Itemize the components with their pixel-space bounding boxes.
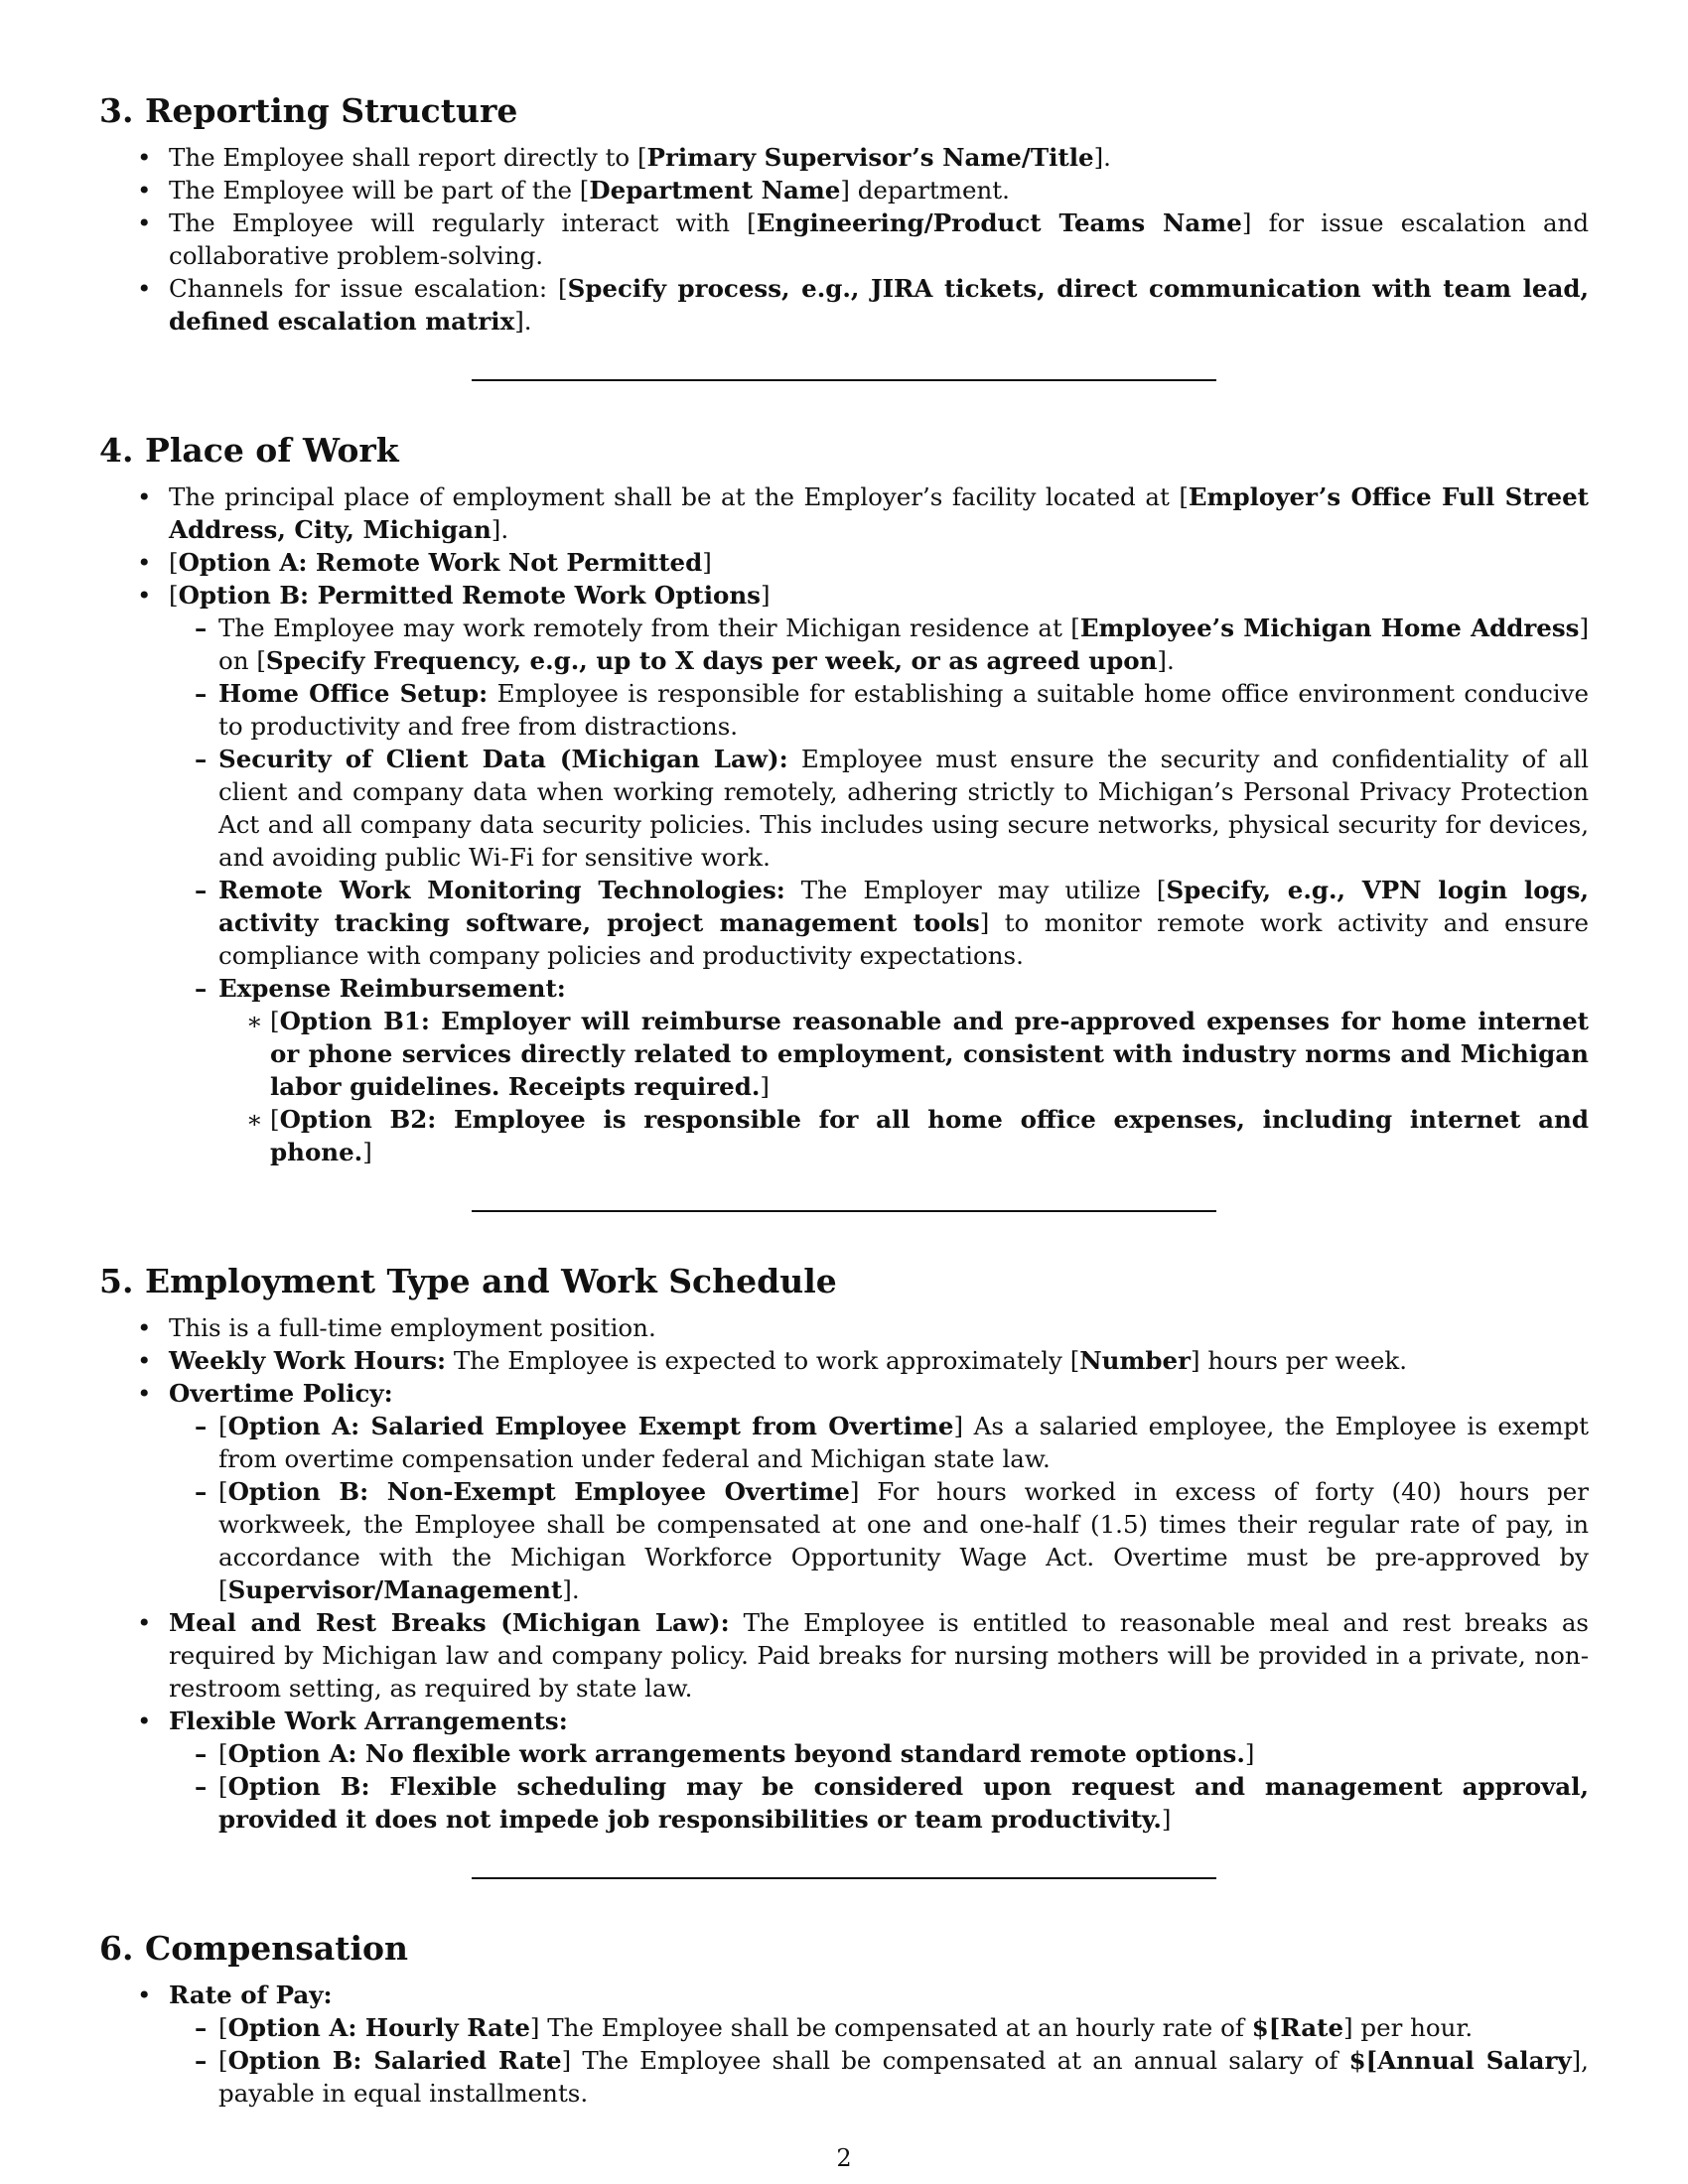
text-run: 4.: [99, 431, 134, 470]
section-5: [99, 1260, 1589, 1836]
text-run: ] to monitor remote work activity and ensure compliance with company policies and productivity expectations.: [218, 908, 1589, 970]
list-item: [99, 174, 1589, 206]
horizontal-divider: [472, 1210, 1216, 1212]
bold-text: Expense Reimbursement:: [218, 974, 566, 1003]
list-item: [99, 1606, 1589, 1705]
text-run: Employment Type and Work Schedule: [145, 1262, 837, 1300]
bold-text: Supervisor/Management: [227, 1575, 563, 1604]
bold-text: Option B: Non-Exempt Employee Overtime: [227, 1477, 850, 1506]
text-run: ] on [: [218, 614, 1589, 675]
sub-sub-list-item: [218, 1005, 1589, 1103]
text-run: ] The Employee shall be compensated at an annual salary of: [561, 2046, 1349, 2075]
text-run: ].: [1157, 646, 1175, 675]
text-run: ] As a salaried employee, the Employee is exempt from overtime compensation under federal and Michigan state law.: [218, 1412, 1589, 1473]
sub-list-item: [159, 972, 1589, 1168]
bold-text: Number: [1079, 1346, 1192, 1375]
text-run: [: [270, 1007, 280, 1035]
bold-text: Option B: Permitted Remote Work Options: [178, 581, 761, 610]
text-run: ] department.: [840, 176, 1010, 205]
list-item: [99, 546, 1589, 579]
bold-text: Option A: No flexible work arrangements beyond standard remote options.: [227, 1739, 1245, 1768]
section-4: [99, 429, 1589, 1168]
list-item: [99, 1979, 1589, 2110]
text-run: The Employee may work remotely from their Michigan residence at [: [218, 614, 1080, 642]
text-run: The Employer may utilize [: [784, 876, 1167, 904]
text-run: ]: [760, 581, 771, 610]
list-item: [99, 1377, 1589, 1606]
bold-text: Option B: Flexible scheduling may be considered upon request and management approval, provided it does not impede job responsibilities or team productivity.: [218, 1772, 1589, 1834]
list-item: [99, 1705, 1589, 1836]
bold-text: Option B: Salaried Rate: [227, 2046, 562, 2075]
bold-text: Specify process, e.g., JIRA tickets, direct communication with team lead, defined escalation matrix: [169, 274, 1589, 336]
text-run: ] For hours worked in excess of forty (40) hours per workweek, the Employee shall be compensated at one and one-half (1.5) times their regular rate of pay, in accordance with the Michigan Workforce Opportunity Wage Act. Overtime must be pre-approved by [: [218, 1477, 1589, 1604]
text-run: ].: [491, 515, 509, 544]
section-3: [99, 89, 1589, 338]
text-run: [: [218, 1412, 228, 1440]
bold-text: Home Office Setup:: [218, 679, 489, 708]
text-run: [: [218, 1739, 228, 1768]
text-run: ].: [562, 1575, 580, 1604]
sub-list-item: [159, 874, 1589, 972]
text-run: [: [169, 581, 179, 610]
text-run: Employee is responsible for establishing a suitable home office environment conducive to productivity and free from distractions.: [218, 679, 1589, 741]
text-run: 3.: [99, 91, 134, 130]
section-heading: [99, 1260, 1589, 1303]
text-run: Compensation: [145, 1929, 408, 1968]
bold-text: Option A: Salaried Employee Exempt from Overtime: [227, 1412, 954, 1440]
list-item: [99, 141, 1589, 174]
text-run: ]: [1244, 1739, 1255, 1768]
text-run: Channels for issue escalation: [: [169, 274, 568, 303]
text-run: 5.: [99, 1262, 134, 1300]
bold-text: Employee’s Michigan Home Address: [1079, 614, 1580, 642]
text-run: ].: [514, 307, 532, 336]
section-heading: [99, 89, 1589, 133]
text-run: ]: [702, 548, 712, 577]
bold-text: Security of Client Data (Michigan Law):: [218, 745, 788, 773]
sub-list: [159, 1410, 1589, 1606]
sub-list-item: [159, 1475, 1589, 1606]
bold-text: Specify Frequency, e.g., up to X days per week, or as agreed upon: [265, 646, 1158, 675]
bold-text: Remote Work Monitoring Technologies:: [218, 876, 785, 904]
text-run: [: [218, 1772, 228, 1801]
text-run: [: [218, 1477, 228, 1506]
list-item: • This is a full-time employment position.: [99, 1311, 1589, 1344]
section-6: [99, 1927, 1589, 2110]
sub-list-item: [159, 1770, 1589, 1836]
bold-text: Department Name: [589, 176, 841, 205]
sub-list-item: [159, 1410, 1589, 1475]
bold-text: Flexible Work Arrangements:: [169, 1706, 568, 1735]
bold-text: Overtime Policy:: [169, 1379, 393, 1408]
horizontal-divider: [472, 379, 1216, 381]
text-run: [: [218, 2013, 228, 2042]
bold-text: Engineering/Product Teams Name: [756, 208, 1242, 237]
bullet-list: [99, 1311, 1589, 1836]
sub-list: [159, 1737, 1589, 1836]
bold-text: Rate of Pay:: [169, 1980, 333, 2009]
text-run: 6.: [99, 1929, 134, 1968]
text-run: Place of Work: [145, 431, 399, 470]
text-run: [: [169, 548, 179, 577]
bullet-list: [99, 1979, 1589, 2110]
sub-sub-list: [218, 1005, 1589, 1168]
sub-list-item: [159, 1737, 1589, 1770]
sub-list-item: [159, 743, 1589, 874]
bullet-list: [99, 141, 1589, 338]
bold-text: $[Annual Salary: [1348, 2046, 1572, 2075]
text-run: Reporting Structure: [145, 91, 518, 130]
text-run: The Employee is expected to work approximately [: [446, 1346, 1080, 1375]
list-item: [99, 206, 1589, 272]
bold-text: Employer’s Office Full Street Address, City, Michigan: [169, 482, 1589, 544]
sub-list-item: [159, 612, 1589, 677]
sub-sub-list-item: [218, 1103, 1589, 1168]
bold-text: Primary Supervisor’s Name/Title: [646, 143, 1094, 172]
bullet-list: [99, 480, 1589, 1168]
text-run: The Employee is entitled to reasonable meal and rest breaks as required by Michigan law and company policy. Paid breaks for nursing mothers will be provided in a private, non-restroom setting, as required by state law.: [169, 1608, 1590, 1703]
document-page: [99, 89, 1589, 2110]
text-run: The Employee will regularly interact with [: [169, 208, 757, 237]
text-run: [: [218, 2046, 228, 2075]
text-run: ].: [1093, 143, 1111, 172]
text-run: ] for issue escalation and collaborative problem-solving.: [169, 208, 1590, 270]
text-run: ], payable in equal installments.: [218, 2046, 1589, 2108]
sub-list-item: [159, 677, 1589, 743]
text-run: ] hours per week.: [1191, 1346, 1408, 1375]
text-run: Employee must ensure the security and confidentiality of all client and company data when working remotely, adhering strictly to Michigan’s Personal Privacy Protection Act and all company data security policies. This includes using secure networks, physical security for devices, and avoiding public Wi-Fi for sensitive work.: [218, 745, 1589, 872]
bold-text: Option B1: Employer will reimburse reasonable and pre-approved expenses for home internet or phone services directly related to employment, consistent with industry norms and Michigan labor guidelines. Receipts required.: [270, 1007, 1589, 1101]
bold-text: Option B2: Employee is responsible for all home office expenses, including internet and phone.: [270, 1105, 1589, 1166]
page-number: 2: [836, 2144, 852, 2172]
text-run: The Employee will be part of the [: [169, 176, 590, 205]
sub-list-item: [159, 2044, 1589, 2110]
bold-text: Option A: Hourly Rate: [227, 2013, 530, 2042]
text-run: ]: [760, 1072, 770, 1101]
text-run: ] per hour.: [1343, 2013, 1474, 2042]
section-heading: [99, 429, 1589, 473]
list-item: [99, 480, 1589, 546]
bold-text: Meal and Rest Breaks (Michigan Law):: [169, 1608, 730, 1637]
text-run: The Employee shall report directly to [: [169, 143, 647, 172]
text-run: The principal place of employment shall be at the Employer’s facility located at [: [169, 482, 1189, 511]
bold-text: $[Rate: [1251, 2013, 1344, 2042]
list-item: [99, 1344, 1589, 1377]
text-run: ] The Employee shall be compensated at an hourly rate of: [529, 2013, 1252, 2042]
bold-text: Weekly Work Hours:: [169, 1346, 447, 1375]
bold-text: Option A: Remote Work Not Permitted: [178, 548, 703, 577]
list-item: [99, 272, 1589, 338]
section-heading: [99, 1927, 1589, 1971]
text-run: ]: [1161, 1805, 1172, 1834]
list-item: [99, 579, 1589, 1168]
text-run: [: [270, 1105, 280, 1134]
sub-list: [159, 612, 1589, 1168]
text-run: ]: [362, 1138, 372, 1166]
horizontal-divider: [472, 1877, 1216, 1879]
sub-list: [159, 2011, 1589, 2110]
bold-text: Specify, e.g., VPN login logs, activity tracking software, project management tools: [218, 876, 1589, 937]
sub-list-item: [159, 2011, 1589, 2044]
